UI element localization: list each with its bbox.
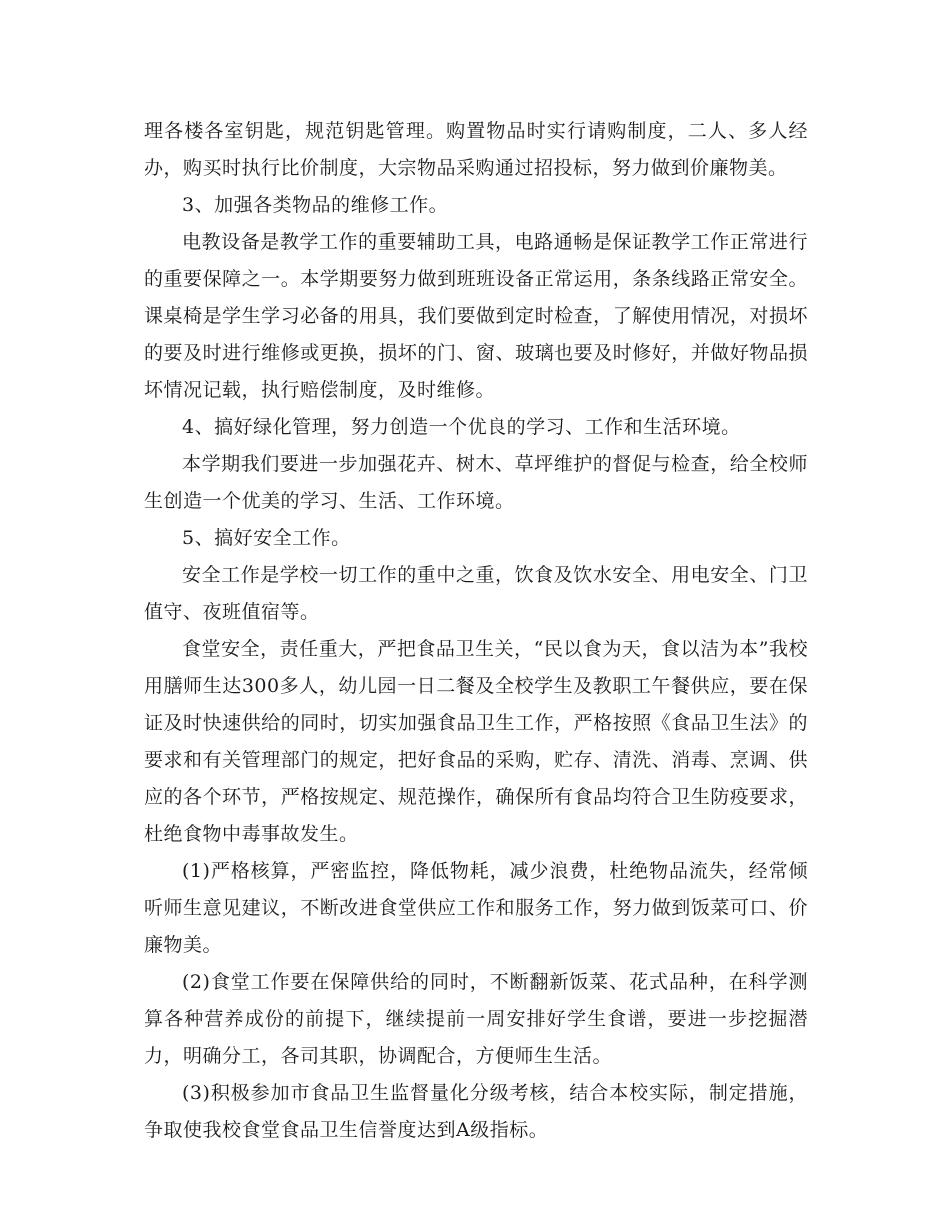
paragraph-safety: 安全工作是学校一切工作的重中之重，饮食及饮水安全、用电安全、门卫值守、夜班值宿等。 <box>144 564 808 623</box>
section-heading-3: 3、加强各类物品的维修工作。 <box>182 194 449 216</box>
section-heading-4: 4、搞好绿化管理，努力创造一个优良的学习、工作和生活环境。 <box>182 416 741 438</box>
list-item-3: (3)积极参加市食品卫生监督量化分级考核，结合本校实际，制定措施，争取使我校食堂食品卫生信誉度达到A级指标。 <box>144 1082 808 1141</box>
list-item-2: (2)食堂工作要在保障供给的同时，不断翻新饭菜、花式品种，在科学测算各种营养成份的前提下，继续提前一周安排好学生食谱，要进一步挖掘潜力，明确分工，各司其职，协调配合，方便师生生活。 <box>144 971 808 1067</box>
paragraph-canteen-safety: 食堂安全，责任重大，严把食品卫生关，“民以食为天，食以洁为本”我校用膳师生达300多人，幼儿园一日二餐及全校学生及教职工午餐供应，要在保证及时快速供给的同时，切实加强食品卫生工作，严格按照《食品卫生法》的要求和有关管理部门的规定，把好食品的采购，贮存、清洗、消毒、烹调、供应的各个环节，严格按规定、规范操作，确保所有食品均符合卫生防疫要求，杜绝食物中毒事故发生。 <box>144 638 808 845</box>
paragraph-maintenance: 电教设备是教学工作的重要辅助工具，电路通畅是保证教学工作正常进行的重要保障之一。本学期要努力做到班班设备正常运用，条条线路正常安全。课桌椅是学生学习必备的用具，我们要做到定时检查，了解使用情况，对损坏的要及时进行维修或更换，损坏的门、窗、玻璃也要及时修好，并做好物品损坏情况记载，执行赔偿制度，及时维修。 <box>144 231 808 401</box>
section-heading-5: 5、搞好安全工作。 <box>182 527 351 549</box>
document-body <box>144 113 808 1149</box>
paragraph-greening: 本学期我们要进一步加强花卉、树木、草坪维护的督促与检查，给全校师生创造一个优美的学习、生活、工作环境。 <box>144 453 808 512</box>
paragraph-continuation: 理各楼各室钥匙，规范钥匙管理。购置物品时实行请购制度，二人、多人经办，购买时执行比价制度，大宗物品采购通过招投标，努力做到价廉物美。 <box>144 120 808 179</box>
list-item-1: (1)严格核算，严密监控，降低物耗，减少浪费，杜绝物品流失，经常倾听师生意见建议，不断改进食堂供应工作和服务工作，努力做到饭菜可口、价廉物美。 <box>144 860 808 956</box>
